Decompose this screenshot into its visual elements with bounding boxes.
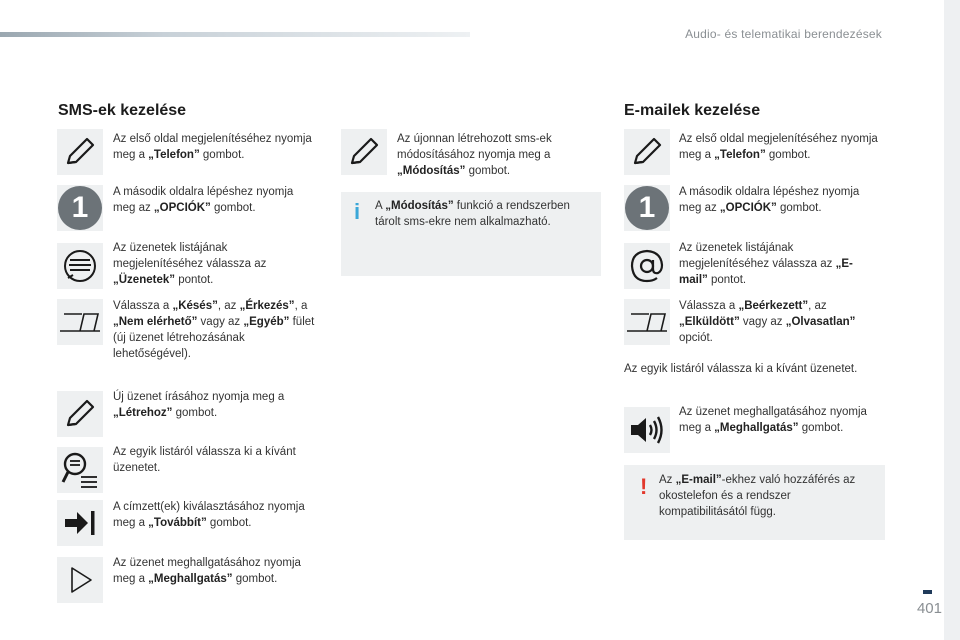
sms-step-meghallgatas-keyword: „Meghallgatás”	[148, 573, 233, 585]
email-step-tabs	[679, 298, 884, 346]
info-note-keyword: „Módosítás”	[385, 200, 454, 212]
email-tab-elkuldott: „Elküldött”	[679, 316, 740, 328]
email-section-title: E-mailek kezelése	[624, 102, 761, 119]
email-tab-olvasatlan: „Olvasatlan”	[785, 316, 856, 328]
sms-step-letrehoz-keyword: „Létrehoz”	[113, 407, 173, 419]
email-listen-keyword: „Meghallgatás”	[714, 422, 799, 434]
sms-step-uzenetek-keyword: „Üzenetek”	[113, 274, 175, 286]
pencil-icon	[341, 129, 387, 175]
sms-step-uzenetek-suffix: pontot.	[175, 274, 214, 286]
sms-tab-egyeb: „Egyéb”	[243, 316, 290, 328]
email-step-email-keyword: „E-mail”	[679, 258, 853, 286]
sms-tab-nem-elerheto: „Nem elérhető”	[113, 316, 198, 328]
sms-step-tabs	[113, 298, 323, 362]
sms-step-telefon	[113, 131, 313, 163]
sms-step-tovabbit-text: A címzett(ek) kiválasztásához nyomja meg a	[113, 501, 305, 529]
email-step-telefon	[679, 131, 879, 163]
sms-step-meghallgatas-text: Az üzenet meghallgatásához nyomja meg a	[113, 557, 301, 585]
sms-tabs-text-2: , az	[217, 300, 240, 312]
step-1-badge-number: 1	[58, 186, 102, 230]
email-step-telefon-suffix: gombot.	[765, 149, 811, 161]
sms-step-tovabbit-suffix: gombot.	[206, 517, 252, 529]
sms-step-telefon-keyword: „Telefon”	[148, 149, 200, 161]
sms-step-select: Az egyik listáról válassza ki a kívánt üzenetet.	[113, 446, 296, 474]
email-step-email-text: Az üzenetek listájának megjelenítéséhez válassza az	[679, 242, 836, 270]
sms-tabs-text-1: Válassza a	[113, 300, 173, 312]
pencil-icon	[624, 129, 670, 175]
sms-step-letrehoz-suffix: gombot.	[172, 407, 218, 419]
sms-tab-erkezes: „Érkezés”	[239, 300, 295, 312]
email-step-telefon-keyword: „Telefon”	[714, 149, 766, 161]
sms-step-uzenetek-text: Az üzenetek listájának megjelenítéséhez válassza az	[113, 242, 267, 270]
info-note-text	[375, 198, 595, 230]
sms-step-telefon-text: Az első oldal megjelenítéséhez nyomja meg a	[113, 133, 312, 161]
message-list-icon	[57, 243, 103, 289]
step-1-badge	[57, 185, 103, 231]
email-tab-beerkezett: „Beérkezett”	[738, 300, 809, 312]
page-number: 401	[916, 600, 942, 617]
sms-step-telefon-suffix: gombot.	[199, 149, 245, 161]
email-step-telefon-text: Az első oldal megjelenítéséhez nyomja meg a	[679, 133, 878, 161]
sms-step-opciok-keyword: „OPCIÓK”	[153, 202, 211, 214]
warning-note-text	[659, 472, 879, 520]
warning-note-suffix: -ekhez való hozzáférés az okostelefon és a rendszer kompatibilitásától függ.	[659, 474, 856, 518]
warning-icon: !	[640, 474, 648, 499]
forward-icon	[57, 500, 103, 546]
step-1-badge	[624, 185, 670, 231]
speaker-icon	[624, 407, 670, 453]
info-icon: i	[354, 199, 361, 224]
email-tabs-text-1: Válassza a	[679, 300, 739, 312]
info-note-box	[341, 192, 601, 276]
email-tabs-text-4: opciót.	[679, 332, 713, 344]
sms-tab-keses: „Késés”	[172, 300, 218, 312]
info-note-prefix: A	[375, 200, 386, 212]
header-rule	[0, 32, 470, 37]
sms-step-meghallgatas	[113, 555, 323, 587]
page-edge-strip	[944, 0, 960, 640]
sms-step-opciok-text: A második oldalra lépéshez nyomja meg az	[113, 186, 294, 214]
email-step-opciok-text: A második oldalra lépéshez nyomja meg az	[679, 186, 860, 214]
sms-tabs-text-3: , a	[294, 300, 308, 312]
email-step-email	[679, 240, 879, 288]
sms-section-title: SMS-ek kezelése	[58, 102, 187, 119]
sms-step-tovabbit-keyword: „Továbbít”	[148, 517, 207, 529]
play-icon	[57, 557, 103, 603]
search-list-icon	[57, 447, 103, 493]
warning-note-keyword: „E-mail”	[675, 474, 722, 486]
email-tabs-text-3: vagy az	[739, 316, 786, 328]
email-step-email-suffix: pontot.	[707, 274, 747, 286]
page-marker	[923, 590, 932, 594]
tab-icon	[624, 299, 670, 345]
sms-edit-text-suffix: gombot.	[465, 165, 511, 177]
sms-step-opciok	[113, 184, 318, 216]
sms-tabs-text-5: fület (új üzenet létrehozásának lehetőségével).	[113, 316, 315, 360]
sms-step-meghallgatas-suffix: gombot.	[232, 573, 278, 585]
sms-step-letrehoz-text: Új üzenet írásához nyomja meg a	[113, 391, 285, 403]
page-header-title: Audio- és telematikai berendezések	[685, 27, 882, 41]
sms-step-tovabbit	[113, 499, 323, 531]
sms-edit-text-prefix: Az újonnan létrehozott sms-ek módosításához nyomja meg a	[397, 133, 552, 161]
at-icon	[624, 243, 670, 289]
pencil-icon	[57, 129, 103, 175]
email-listen-suffix: gombot.	[798, 422, 844, 434]
sms-edit-keyword: „Módosítás”	[397, 165, 466, 177]
tab-icon	[57, 299, 103, 345]
pencil-icon	[57, 391, 103, 437]
email-step-meghallgatas	[679, 404, 884, 436]
email-step-opciok	[679, 184, 884, 216]
email-step-opciok-keyword: „OPCIÓK”	[719, 202, 777, 214]
email-step-opciok-suffix: gombot.	[776, 202, 822, 214]
sms-step-letrehoz	[113, 389, 313, 421]
sms-step-opciok-suffix: gombot.	[210, 202, 256, 214]
email-select-text: Az egyik listáról válassza ki a kívánt üzenetet.	[624, 363, 858, 375]
warning-note-box	[624, 465, 885, 540]
warning-note-prefix: Az	[659, 474, 676, 486]
sms-tabs-text-4: vagy az	[197, 316, 244, 328]
sms-step-uzenetek	[113, 240, 313, 288]
step-1-badge-number: 1	[625, 186, 669, 230]
email-tabs-text-2: , az	[808, 300, 827, 312]
info-note-suffix: funkció a rendszerben tárolt sms-ekre nem alkalmazható.	[375, 200, 570, 228]
sms-edit-text	[397, 131, 597, 179]
email-listen-text: Az üzenet meghallgatásához nyomja meg a	[679, 406, 867, 434]
